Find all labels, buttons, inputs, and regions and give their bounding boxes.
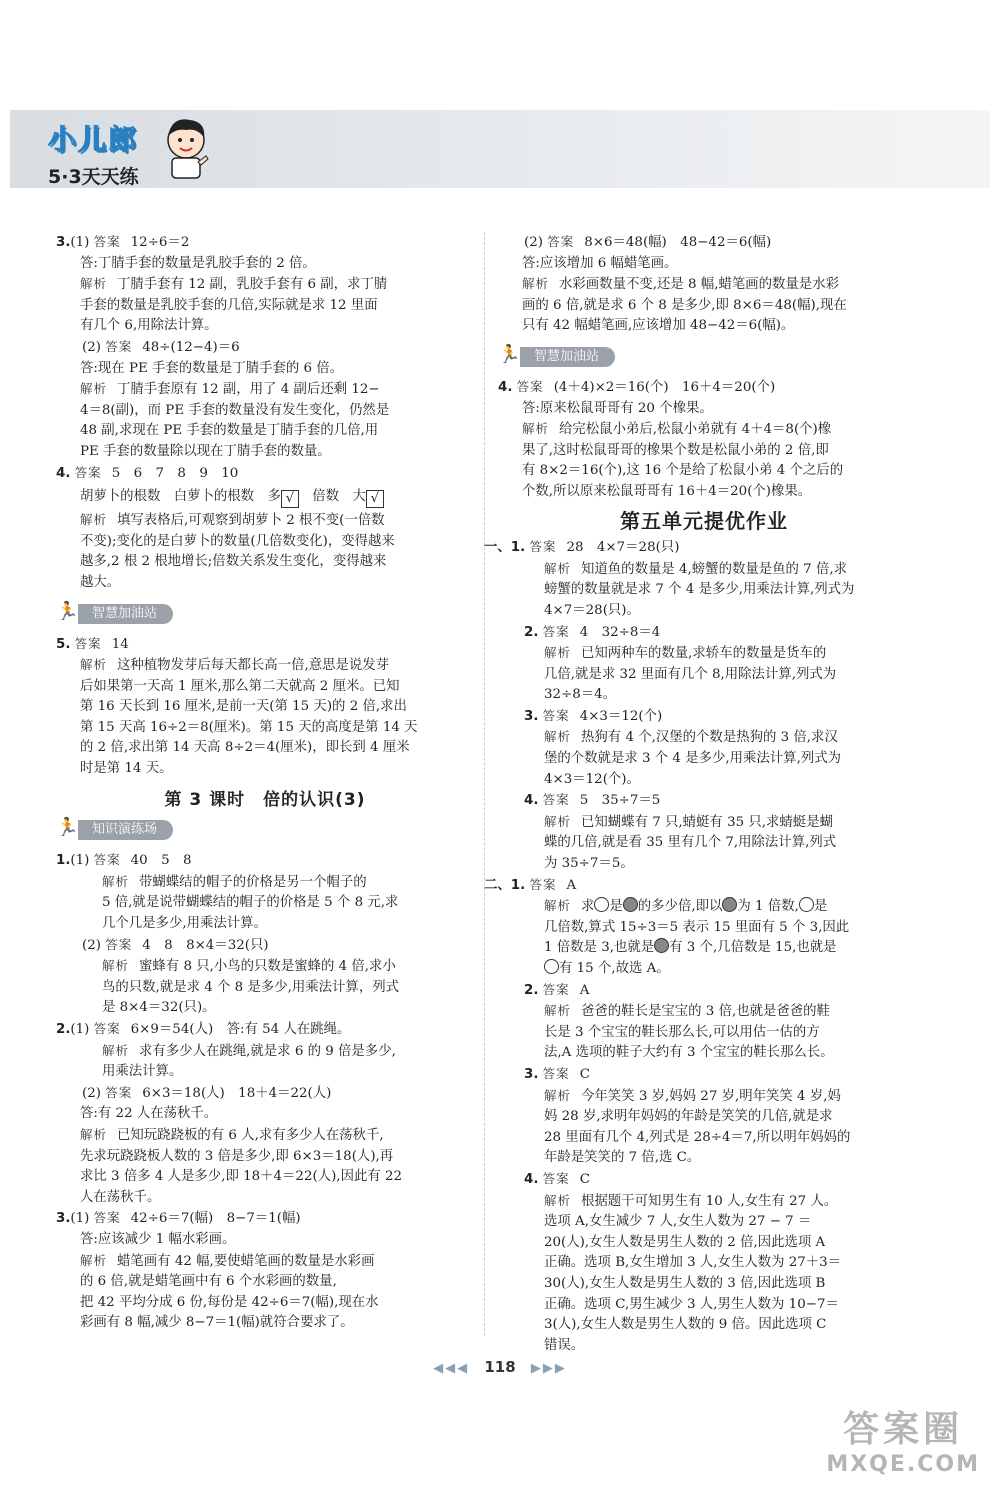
q3b-2-analysis: 解析 水彩画数量不变,还是 8 幅,蜡笔画的数量是水彩: [522, 276, 839, 293]
r-q4-analysis: 解析 给完松鼠小弟后,松鼠小弟就有 4＋4＝8(个)橡: [522, 421, 832, 438]
p1-2-answer: 2. 答案 4 32÷8＝4: [524, 623, 661, 640]
q2-2-analysis: 解析 已知玩跷跷板的有 6 人,求有多少人在荡秋千,: [80, 1126, 384, 1143]
analysis-line: 28 里面有几个 4,列式是 28÷4＝7,所以明年妈妈的: [544, 1129, 851, 1145]
analysis-line: 有几个 6,用除法计算。: [80, 318, 218, 334]
analysis-line: 时是第 14 天。: [80, 761, 173, 777]
q1-2-answer: (2) 答案 4 8 8×4＝32(只): [82, 936, 269, 953]
analysis-line: 用乘法计算。: [102, 1064, 183, 1080]
p2-2-analysis: 解析 爸爸的鞋长是宝宝的 3 倍,也就是爸爸的鞋: [544, 1003, 830, 1020]
analysis-line: 后如果第一天高 1 厘米,那么第二天就高 2 厘米。已知: [80, 678, 400, 694]
analysis-line: 堡的个数就是求 3 个 4 是多少,用乘法计算,列式为: [544, 751, 841, 767]
p2-3-analysis: 解析 今年笑笑 3 岁,妈妈 27 岁,明年笑笑 4 岁,妈: [544, 1087, 841, 1104]
circle-icon: [799, 897, 814, 912]
section-banner-boost: 🏃 智慧加油站: [56, 604, 474, 626]
analysis-line: 第 16 天长到 16 厘米,是前一天(第 15 天)的 2 倍,求出: [80, 699, 407, 715]
p1-2-analysis: 解析 已知两种车的数量,求轿车的数量是货车的: [544, 645, 827, 662]
page-number: ◀◀◀ 118 ▶▶▶: [433, 1358, 567, 1376]
analysis-line: 把 42 平均分成 6 份,每份是 42÷6＝7(幅),现在水: [80, 1294, 379, 1310]
circle-icon: [544, 959, 559, 974]
left-column: [56, 232, 474, 1334]
analysis-line: 只有 42 幅蜡笔画,应该增加 48−42＝6(幅)。: [522, 318, 795, 334]
logo-title: 小儿郎: [48, 123, 139, 156]
analysis-line: 错误。: [544, 1337, 585, 1353]
site-watermark: 答案圈 MXQE.COM: [826, 1409, 980, 1477]
analysis-line: 4×3＝12(个)。: [544, 771, 640, 787]
q3-1-conclusion: 答:丁腈手套的数量是乳胶手套的 2 倍。: [80, 255, 316, 271]
mascot-icon: [160, 112, 212, 182]
analysis-line: 32÷8＝4。: [544, 687, 617, 703]
lesson-title: 第 3 课时 倍的认识(3): [164, 789, 366, 810]
q3-2-analysis: 解析 丁腈手套原有 12 副，用了 4 副后还剩 12−: [80, 381, 380, 398]
p1-3-answer: 3. 答案 4×3＝12(个): [524, 707, 663, 724]
check-icon: √: [281, 490, 299, 508]
q3b-2-answer: (2) 答案 8×6＝48(幅) 48−42＝6(幅): [524, 234, 772, 250]
analysis-line: 几倍数,算式 15÷3＝5 表示 15 里面有 5 个 3,因此: [544, 919, 850, 935]
brand-logo: [48, 118, 139, 189]
q3b-1-answer: 3.(1) 答案 42÷6＝7(幅) 8−7＝1(幅): [56, 1210, 301, 1227]
p2-1-analysis: 解析 求 是 的多少倍,即以 为 1 倍数, 是: [544, 898, 828, 915]
q3-2-answer: (2) 答案 48÷(12−4)＝6: [82, 338, 240, 355]
q3-1-analysis: 解析 丁腈手套有 12 副，乳胶手套有 6 副，求丁腈: [80, 276, 388, 293]
p1-4-analysis: 解析 已知蝴蝶有 7 只,蜻蜓有 35 只,求蜻蜓是蝴: [544, 813, 833, 830]
prev-arrows-icon: ◀◀◀: [433, 1361, 470, 1376]
filled-circle-icon: [654, 938, 669, 953]
analysis-line: 有 15 个,故选 A。: [498, 959, 910, 980]
analysis-line: 5 倍,就是说带蝴蝶结的帽子的价格是 5 个 8 元,求: [102, 895, 399, 911]
analysis-line: 48 副,求现在 PE 手套的数量是丁腈手套的几倍,用: [80, 423, 379, 439]
q1-1-analysis: 解析 带蝴蝶结的帽子的价格是另一个帽子的: [102, 873, 367, 890]
check-icon: √: [366, 490, 384, 508]
analysis-line: 妈 28 岁,求明年妈妈的年龄是笑笑的几倍,就是求: [544, 1109, 833, 1125]
section-banner-practice: 🏃 知识演练场: [56, 820, 474, 842]
p2-4-answer: 4. 答案 C: [524, 1170, 590, 1187]
analysis-line: 越大。: [80, 574, 121, 590]
analysis-line: 越多,2 根 2 根地增长;倍数关系发生变化，变得越来: [80, 554, 387, 570]
analysis-line: 求比 3 倍多 4 人是多少,即 18＋4＝22(人),因此有 22: [80, 1169, 403, 1185]
analysis-line: 正确。选项 C,男生减少 3 人,男生人数为 10−7＝: [544, 1296, 839, 1312]
analysis-line: 画的 6 倍,就是求 6 个 8 是多少,即 8×6＝48(幅),现在: [522, 297, 847, 313]
analysis-line: 年龄是笑笑的 7 倍,选 C。: [544, 1150, 701, 1166]
analysis-line: 第 15 天高 16÷2＝8(厘米)。第 15 天的高度是第 14 天: [80, 719, 418, 735]
filled-circle-icon: [623, 897, 638, 912]
logo-subtitle: 5·3天天练: [48, 166, 139, 188]
analysis-line: 彩画有 8 幅,减少 8−7＝1(幅)就符合要求了。: [80, 1315, 354, 1331]
analysis-line: 人在荡秋千。: [80, 1189, 161, 1205]
next-arrows-icon: ▶▶▶: [530, 1361, 567, 1376]
analysis-line: 的 2 倍,求出第 14 天高 8÷2＝4(厘米)，即长到 4 厘米: [80, 740, 410, 756]
r-q4-conclusion: 答:原来松鼠哥哥有 20 个橡果。: [522, 400, 713, 416]
right-column: [484, 232, 910, 1356]
runner-icon: 🏃: [498, 343, 521, 365]
filled-circle-icon: [722, 897, 737, 912]
analysis-line: 蝶的几倍,就是看 35 里有几个 7,用除法计算,列式: [544, 835, 837, 851]
q2-1-analysis: 解析 求有多少人在跳绳,就是求 6 的 9 倍是多少,: [102, 1042, 396, 1059]
analysis-line: 3(人),女生人数是男生人数的 9 倍。因此选项 C: [544, 1317, 827, 1333]
analysis-line: 不变);变化的是白萝卜的数量(几倍数变化)，变得越来: [80, 533, 395, 549]
analysis-line: 几个几是多少,用乘法计算。: [102, 916, 267, 932]
analysis-line: 手套的数量是乳胶手套的几倍,实际就是求 12 里面: [80, 297, 378, 313]
q1-1-answer: 1.(1) 答案 40 5 8: [56, 852, 192, 869]
q2-2-answer: (2) 答案 6×3＝18(人) 18＋4＝22(人): [82, 1084, 332, 1101]
q3b-1-conclusion: 答:应该减少 1 幅水彩画。: [80, 1231, 236, 1247]
analysis-line: 几倍,就是求 32 里面有几个 8,用除法计算,列式为: [544, 666, 837, 682]
p1-1-analysis: 解析 知道鱼的数量是 4,螃蟹的数量是鱼的 7 倍,求: [544, 560, 847, 577]
p1-1-answer: 一、1. 答案 28 4×7＝28(只): [484, 539, 680, 556]
analysis-line: 有 8×2＝16(个),这 16 个是给了松鼠小弟 4 个之后的: [522, 463, 844, 479]
p2-3-answer: 3. 答案 C: [524, 1065, 590, 1082]
q2-2-conclusion: 答:有 22 人在荡秋千。: [80, 1106, 218, 1122]
analysis-line: 个数,所以原来松鼠哥哥有 16＋4＝20(个)橡果。: [522, 483, 812, 499]
q4-answer: 4. 答案 5 6 7 8 9 10: [56, 464, 239, 481]
header-band: [10, 110, 990, 188]
q3b-2-conclusion: 答:应该增加 6 幅蜡笔画。: [522, 255, 678, 271]
analysis-line: 选项 A,女生减少 7 人,女生人数为 27 − 7 ＝: [544, 1214, 812, 1230]
q4-table-row: 胡萝卜的根数 白萝卜的根数 多 √ 倍数 大 √: [56, 484, 474, 510]
column-divider: [484, 232, 485, 1336]
p1-3-analysis: 解析 热狗有 4 个,汉堡的个数是热狗的 3 倍,求汉: [544, 729, 838, 746]
analysis-line: PE 手套的数量除以现在丁腈手套的数量。: [80, 443, 331, 459]
analysis-line: 法,A 选项的鞋子大约有 3 个宝宝的鞋长那么长。: [544, 1045, 834, 1061]
analysis-line: 果了,这时松鼠哥哥的橡果个数是松鼠小弟的 2 倍,即: [522, 442, 829, 458]
analysis-line: 的 6 倍,就是蜡笔画中有 6 个水彩画的数量,: [80, 1274, 337, 1290]
q5-answer: 5. 答案 14: [56, 635, 129, 652]
analysis-line: 20(人),女生人数是男生人数的 2 倍,因此选项 A: [544, 1234, 826, 1250]
q3-1-answer: 3.(1) 答案 12÷6＝2: [56, 234, 190, 250]
analysis-line: 正确。选项 B,女生增加 3 人,女生人数为 27＋3＝: [544, 1255, 842, 1271]
analysis-line: 4×7＝28(只)。: [544, 602, 640, 618]
analysis-line: 为 35÷7＝5。: [544, 856, 634, 872]
unit-title: 第五单元提优作业: [620, 508, 788, 533]
analysis-line: 4＝8(副)，而 PE 手套的数量没有发生变化，仍然是: [80, 402, 390, 418]
p2-4-analysis: 解析 根据题干可知男生有 10 人,女生有 27 人。: [544, 1192, 838, 1209]
analysis-line: 螃蟹的数量就是求 7 个 4 是多少,用乘法计算,列式为: [544, 582, 855, 598]
p2-2-answer: 2. 答案 A: [524, 981, 590, 998]
runner-icon: 🏃: [56, 817, 79, 839]
q2-1-answer: 2.(1) 答案 6×9＝54(人) 答:有 54 人在跳绳。: [56, 1021, 351, 1037]
analysis-line: 30(人),女生人数是男生人数的 3 倍,因此选项 B: [544, 1275, 826, 1291]
p1-4-answer: 4. 答案 5 35÷7＝5: [524, 792, 661, 809]
r-q4-answer: 4. 答案 (4＋4)×2＝16(个) 16＋4＝20(个): [498, 378, 776, 395]
q3b-1-analysis: 解析 蜡笔画有 42 幅,要使蜡笔画的数量是水彩画: [80, 1252, 375, 1269]
analysis-line: 鸟的只数,就是求 4 个 8 是多少,用乘法计算，列式: [102, 979, 399, 995]
q4-analysis: 解析 填写表格后,可观察到胡萝卜 2 根不变(一倍数: [80, 512, 385, 529]
analysis-line: 1 倍数是 3,也就是 有 3 个,几倍数是 15,也就是: [544, 940, 837, 956]
analysis-line: 长是 3 个宝宝的鞋长那么长,可以用估一估的方: [544, 1024, 820, 1040]
circle-icon: [594, 897, 609, 912]
q3-2-conclusion: 答:现在 PE 手套的数量是丁腈手套的 6 倍。: [80, 360, 344, 376]
section-banner-boost: 🏃 智慧加油站: [498, 347, 910, 369]
p2-1-answer: 二、1. 答案 A: [484, 876, 577, 893]
q1-2-analysis: 解析 蜜蜂有 8 只,小鸟的只数是蜜蜂的 4 倍,求小: [102, 958, 396, 975]
analysis-line: 是 8×4＝32(只)。: [102, 1000, 216, 1016]
q5-analysis: 解析 这种植物发芽后每天都长高一倍,意思是说发芽: [80, 657, 390, 674]
runner-icon: 🏃: [56, 600, 79, 622]
analysis-line: 先求玩跷跷板人数的 3 倍是多少,即 6×3＝18(人),再: [80, 1148, 394, 1164]
